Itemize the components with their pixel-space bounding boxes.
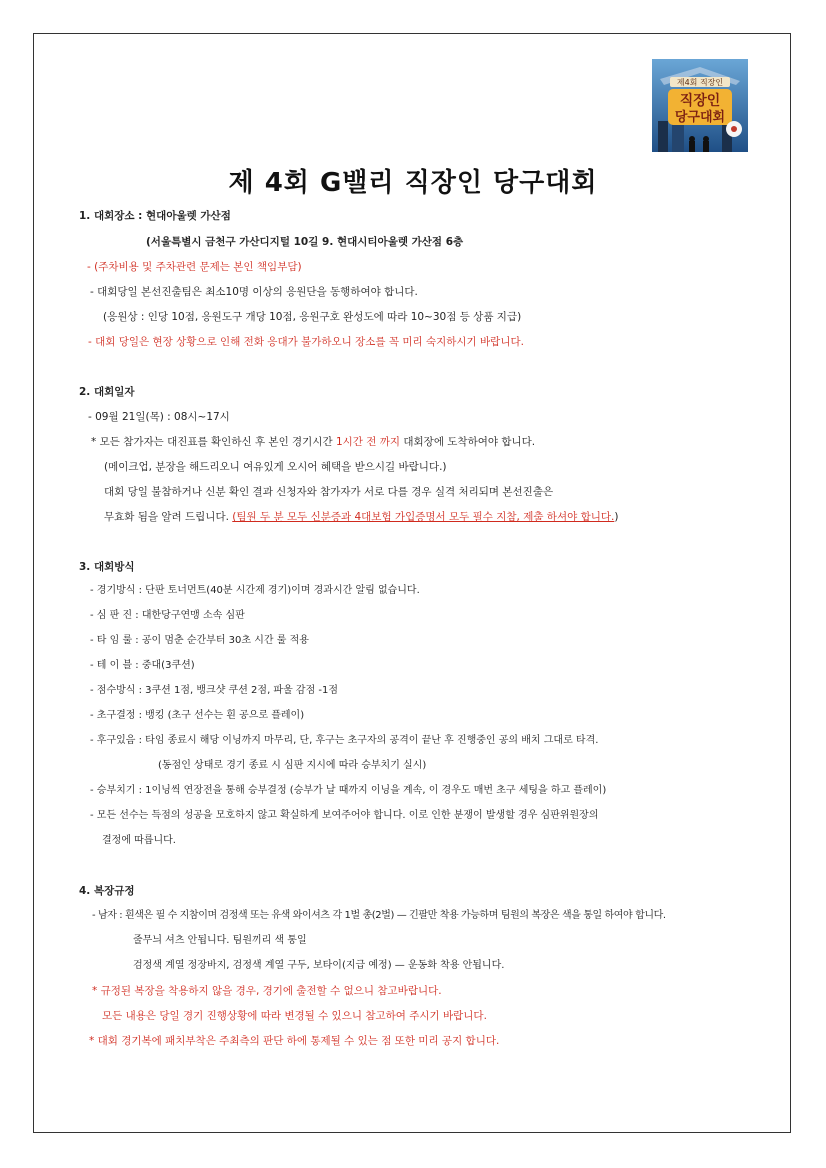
section-3-heading: 3. 대회방식	[79, 561, 135, 573]
dress-code-shirt: 줄무늬 셔츠 안됩니다. 팀원끼리 색 통일	[133, 935, 307, 946]
venue-address: (서울특별시 금천구 가산디지털 10길 9. 현대시티아울렛 가산점 6층	[146, 236, 464, 248]
svg-text:직장인: 직장인	[679, 93, 721, 109]
rule-item: - 타 임 룰 : 공이 멈춘 순간부터 30초 시간 룰 적용	[90, 635, 309, 646]
disqualify-notice: 대회 당일 불참하거나 신분 확인 결과 신청자와 참가자가 서로 다를 경우 실격 처리되며 본선진출은	[104, 486, 554, 498]
patch-notice: * 대회 경기복에 패치부착은 주최측의 판단 하에 통제될 수 있는 점 또한 미리 공지 합니다.	[89, 1035, 500, 1047]
makeup-notice: (메이크업, 분장을 해드리오니 여유있게 오시어 혜택을 받으시길 바랍니다.)	[104, 461, 447, 473]
arrival-notice: * 모든 참가자는 대진표를 확인하신 후 본인 경기시간 1시간 전 까지 대회장에 도착하여야 합니다.	[91, 436, 536, 448]
venue-warning: - 대회 당일은 현장 상황으로 인해 전화 응대가 불가하오니 장소를 꼭 미리 숙지하시기 바랍니다.	[88, 336, 524, 348]
cheer-prize-note: (응원상 : 인당 10점, 응원도구 개당 10점, 응원구호 완성도에 따라 10~30점 등 상품 지급)	[103, 311, 522, 323]
change-notice: 모든 내용은 당일 경기 진행상황에 따라 변경될 수 있으니 참고하여 주시기 바랍니다.	[102, 1010, 487, 1022]
section-4-heading: 4. 복장규정	[79, 885, 135, 897]
page-title: 제 4회 G밸리 직장인 당구대회	[228, 168, 598, 198]
event-date: - 09월 21일(목) : 08시~17시	[88, 411, 230, 423]
dress-code-warning: * 규정된 복장을 착용하지 않을 경우, 경기에 출전할 수 없으니 참고바랍니다.	[92, 985, 442, 997]
cheer-requirement: - 대회당일 본선진출팀은 최소10명 이상의 응원단을 동행하여야 합니다.	[90, 286, 418, 298]
svg-text:제4회 직장인: 제4회 직장인	[676, 78, 724, 87]
event-logo	[652, 59, 748, 152]
rule-item: - 심 판 진 : 대한당구연맹 소속 심판	[90, 610, 245, 621]
rule-item: - 경기방식 : 단판 토너먼트(40분 시간제 경기)이며 경과시간 알림 없습니다.	[90, 585, 420, 596]
section-1-heading: 1. 대회장소 : 현대아울렛 가산점	[79, 210, 231, 222]
rule-item: - 모든 선수는 득점의 성공을 모호하지 않고 확실하게 보여주어야 합니다. 이로 인한 분쟁이 발생할 경우 심판위원장의	[90, 810, 599, 821]
id-requirement-notice: 무효화 됨을 알려 드립니다. (팀원 두 분 모두 신분증과 4대보험 가입증명서 모두 필수 지참, 제출 하셔야 합니다.)	[104, 511, 619, 523]
dress-code-pants: 검정색 계열 정장바지, 검정색 계열 구두, 보타이(지급 예정) — 운동화 착용 안됩니다.	[133, 960, 505, 971]
rule-item: - 승부치기 : 1이닝씩 연장전을 통해 승부결정 (승부가 날 때까지 이닝을 계속, 이 경우도 매번 초구 세팅을 하고 플레이)	[90, 785, 607, 796]
rule-item: - 테 이 블 : 중대(3쿠션)	[90, 660, 195, 671]
section-2-heading: 2. 대회일자	[79, 386, 135, 398]
rule-item: 결정에 따릅니다.	[102, 835, 176, 846]
rule-item: (동점인 상태로 경기 종료 시 심판 지시에 따라 승부치기 실시)	[158, 760, 427, 771]
rule-item: - 후구있음 : 타임 종료시 해당 이닝까지 마무리, 단, 후구는 초구자의 공격이 끝난 후 진행중인 공의 배치 그대로 타격.	[90, 735, 599, 746]
svg-text:당구대회: 당구대회	[674, 110, 726, 125]
rule-item: - 점수방식 : 3쿠션 1점, 뱅크샷 쿠션 2점, 파울 감점 -1점	[90, 685, 339, 696]
rule-item: - 초구결정 : 뱅킹 (초구 선수는 흰 공으로 플레이)	[90, 710, 305, 721]
parking-note: - (주차비용 및 주차관련 문제는 본인 책임부담)	[87, 261, 302, 273]
dress-code-men: - 남자 : 흰색은 필 수 지참이며 검정색 또는 유색 와이셔츠 각 1벌 총(2벌) — 긴팔만 착용 가능하며 팀원의 복장은 색을 통일 하여야 합니다.	[92, 910, 666, 921]
